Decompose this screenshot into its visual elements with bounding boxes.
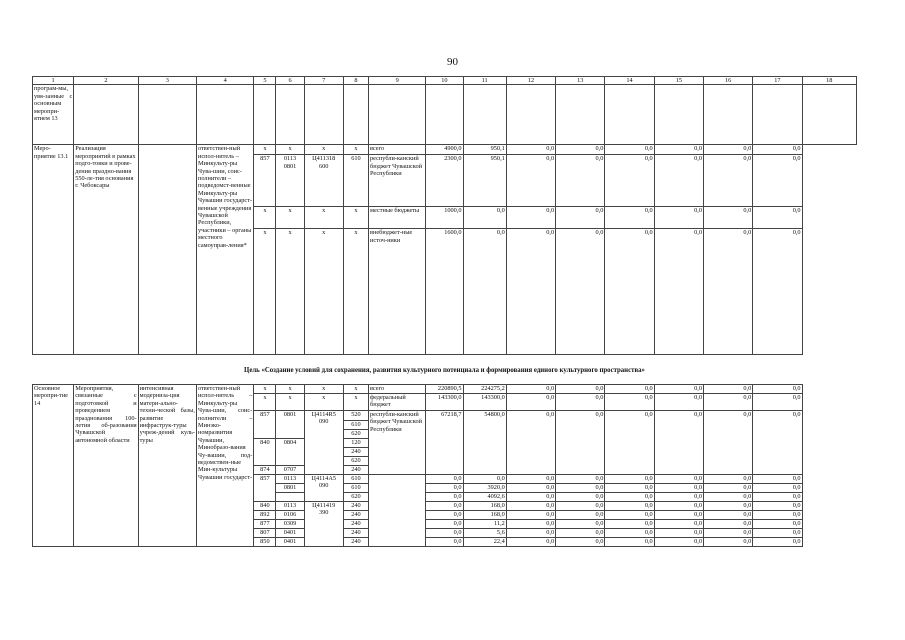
cell: 0707 — [276, 466, 304, 475]
value-cell: 0,0 — [753, 207, 802, 229]
value-cell: 0,0 — [556, 493, 605, 502]
header-cell: 1 — [33, 77, 74, 85]
cell: x — [276, 394, 304, 411]
cell: x — [343, 394, 368, 411]
value-cell: 0,0 — [556, 475, 605, 484]
value-cell: 0,0 — [753, 394, 802, 411]
value-cell: 4900,0 — [426, 145, 463, 155]
header-row — [33, 77, 857, 85]
value-cell: 0,0 — [654, 145, 703, 155]
event-title-cell: Реализация мероприятий в рамках подго-товки и прове-дения праздно-вания 550-ле-тия основания г. Чебоксары — [74, 145, 138, 355]
value-cell: 0,0 — [703, 511, 752, 520]
value-cell: 0,0 — [556, 484, 605, 493]
value-cell: 0,0 — [556, 511, 605, 520]
value-cell: 0,0 — [703, 207, 752, 229]
value-cell: 0,0 — [556, 155, 605, 207]
value-cell: 0,0 — [426, 529, 463, 538]
value-cell: 0,0 — [426, 502, 463, 511]
cell: 240 — [343, 529, 368, 538]
value-cell: 0,0 — [654, 538, 703, 547]
header-cell: 2 — [74, 77, 138, 85]
value-cell: 0,0 — [506, 394, 555, 411]
value-cell: 0,0 — [605, 502, 654, 511]
cell: 610 — [343, 475, 368, 484]
cell: x — [254, 394, 276, 411]
cell: Ц4114А5 090 — [304, 475, 343, 502]
cell: 240 — [343, 448, 368, 457]
cell: 240 — [343, 511, 368, 520]
event-goal-cell — [138, 145, 196, 355]
value-cell: 0,0 — [753, 520, 802, 529]
value-cell: 5,6 — [463, 529, 506, 538]
cell: x — [254, 385, 276, 394]
source-cell: всего — [368, 385, 425, 394]
page-number: 90 — [447, 56, 458, 68]
value-cell: 0,0 — [753, 411, 802, 475]
cell: x — [276, 385, 304, 394]
header-cell: 14 — [605, 77, 654, 85]
cell: 240 — [343, 466, 368, 475]
event-executor-cell: ответствен-ный испол-нитель – Минкульту-ры Чува-шии, соис-полнители – подведомст-венные Минкульту-ры Чувашии государст-венные учреждения Чувашской Республики, участники – органы местного самоуправ-ления* — [196, 145, 253, 355]
value-cell: 0,0 — [703, 529, 752, 538]
cell: 610 — [343, 421, 368, 430]
header-cell: 18 — [802, 77, 856, 85]
value-cell: 0,0 — [605, 229, 654, 355]
cell: x — [254, 207, 276, 229]
value-cell: 0,0 — [654, 411, 703, 475]
source-cell: всего — [368, 145, 425, 155]
header-cell: 16 — [703, 77, 752, 85]
cell: 620 — [343, 457, 368, 466]
value-cell: 0,0 — [753, 385, 802, 394]
header-cell: 11 — [463, 77, 506, 85]
cell: 610 — [343, 484, 368, 493]
value-cell: 0,0 — [426, 493, 463, 502]
value-cell: 0,0 — [556, 145, 605, 155]
value-cell: 0,0 — [605, 538, 654, 547]
value-cell: 0,0 — [506, 145, 555, 155]
header-cell: 5 — [254, 77, 276, 85]
value-cell: 0,0 — [506, 475, 555, 484]
value-cell: 0,0 — [654, 394, 703, 411]
value-cell: 0,0 — [556, 394, 605, 411]
value-cell: 0,0 — [605, 145, 654, 155]
cell: x — [276, 145, 304, 155]
cell: 857 — [254, 475, 276, 502]
value-cell: 0,0 — [753, 511, 802, 520]
value-cell: 0,0 — [463, 207, 506, 229]
cell: 877 — [254, 520, 276, 529]
cell: x — [254, 229, 276, 355]
table-row — [33, 85, 857, 145]
value-cell: 0,0 — [703, 411, 752, 475]
value-cell: 0,0 — [654, 155, 703, 207]
value-cell: 0,0 — [506, 511, 555, 520]
cell: 850 — [254, 538, 276, 547]
value-cell: 0,0 — [556, 520, 605, 529]
value-cell: 0,0 — [506, 502, 555, 511]
value-cell: 0,0 — [605, 155, 654, 207]
header-cell: 9 — [368, 77, 425, 85]
value-cell: 0,0 — [556, 411, 605, 475]
event-id-cell: Меро-приятие 13.1 — [33, 145, 74, 355]
value-cell: 0,0 — [506, 385, 555, 394]
value-cell: 4092,6 — [463, 493, 506, 502]
value-cell: 0,0 — [605, 207, 654, 229]
value-cell: 0,0 — [506, 520, 555, 529]
cell: 0401 — [276, 529, 304, 538]
value-cell: 0,0 — [605, 385, 654, 394]
header-cell: 3 — [138, 77, 196, 85]
value-cell: 0,0 — [753, 229, 802, 355]
source-cell: внебюджет-ные источ-ники — [368, 229, 425, 355]
table-row — [33, 145, 857, 155]
value-cell: 2300,0 — [426, 155, 463, 207]
cell: 857 — [254, 155, 276, 207]
value-cell: 0,0 — [654, 529, 703, 538]
main-event-id-cell: Основное меропри-тие 14 — [33, 385, 74, 547]
value-cell: 0,0 — [654, 493, 703, 502]
cell: x — [276, 229, 304, 355]
value-cell: 0,0 — [426, 520, 463, 529]
header-cell: 4 — [196, 77, 253, 85]
program-continuation-cell: програм-мы, увя-занные с основным меропри-ятием 13 — [33, 85, 74, 145]
value-cell: 0,0 — [753, 493, 802, 502]
source-cell: федеральный бюджет — [368, 394, 425, 411]
cell: 240 — [343, 538, 368, 547]
cell: 620 — [343, 430, 368, 439]
value-cell: 0,0 — [654, 520, 703, 529]
cell: x — [304, 385, 343, 394]
value-cell: 0,0 — [506, 411, 555, 475]
cell: x — [304, 229, 343, 355]
value-cell: 0,0 — [506, 538, 555, 547]
value-cell: 0,0 — [703, 475, 752, 484]
value-cell: 0,0 — [753, 529, 802, 538]
cell: 0113 — [276, 475, 304, 484]
value-cell: 0,0 — [703, 385, 752, 394]
cell: 240 — [343, 502, 368, 511]
main-event-title-cell: Мероприятия, связанные с подготовкой и проведением празднования 100-летия об-разования Чувашской автономной области — [74, 385, 138, 547]
cell: 807 — [254, 529, 276, 538]
header-cell: 13 — [556, 77, 605, 85]
value-cell: 0,0 — [654, 475, 703, 484]
value-cell: 0,0 — [703, 502, 752, 511]
value-cell: 0,0 — [753, 475, 802, 484]
value-cell: 0,0 — [753, 145, 802, 155]
cell: x — [304, 145, 343, 155]
header-cell: 17 — [753, 77, 802, 85]
value-cell: 0,0 — [654, 484, 703, 493]
main-event-goal-cell: интенсивная модерниза-ция матери-ально-техни-ческой базы, развитие инфраструк-туры учреж-дений куль-туры — [138, 385, 196, 547]
value-cell: 3920,0 — [463, 484, 506, 493]
header-cell: 8 — [343, 77, 368, 85]
value-cell: 0,0 — [605, 520, 654, 529]
value-cell: 0,0 — [753, 484, 802, 493]
cell: x — [343, 385, 368, 394]
value-cell: 143300,0 — [426, 394, 463, 411]
table-row — [33, 385, 857, 394]
cell: 620 — [343, 493, 368, 502]
cell: x — [343, 207, 368, 229]
value-cell: 1000,0 — [426, 207, 463, 229]
cell: 857 — [254, 411, 276, 439]
cell: 520 — [343, 411, 368, 421]
value-cell: 0,0 — [703, 394, 752, 411]
cell — [276, 493, 304, 502]
value-cell: 0,0 — [605, 511, 654, 520]
value-cell: 0,0 — [556, 207, 605, 229]
value-cell: 0,0 — [506, 207, 555, 229]
value-cell: 0,0 — [426, 484, 463, 493]
value-cell: 0,0 — [703, 538, 752, 547]
main-event-executor-cell: ответствен-ный испол-нитель – Минкульту-ры Чува-шии, соис-полнители – Минэко-номразвития Чувашии, Минобразо-вания Чу-вашии, под-ведомствен-ные Мин-культуры Чувашии государст- — [196, 385, 253, 547]
value-cell: 0,0 — [703, 520, 752, 529]
value-cell: 168,0 — [463, 511, 506, 520]
value-cell: 0,0 — [506, 484, 555, 493]
cell: Ц411419 390 — [304, 502, 343, 547]
budget-table-lower — [32, 384, 857, 547]
cell: 0113 — [276, 502, 304, 511]
value-cell: 220890,5 — [426, 385, 463, 394]
value-cell: 0,0 — [556, 502, 605, 511]
value-cell: 0,0 — [556, 529, 605, 538]
value-cell: 0,0 — [654, 385, 703, 394]
value-cell: 67218,7 — [426, 411, 463, 475]
value-cell: 0,0 — [654, 502, 703, 511]
cell: 0309 — [276, 520, 304, 529]
source-cell: местные бюджеты — [368, 207, 425, 229]
budget-table-upper — [32, 76, 857, 355]
cell: x — [254, 145, 276, 155]
value-cell: 950,1 — [463, 155, 506, 207]
value-cell: 0,0 — [426, 511, 463, 520]
cell: 0113 0801 — [276, 155, 304, 207]
value-cell: 0,0 — [506, 493, 555, 502]
value-cell: 0,0 — [605, 411, 654, 475]
value-cell: 143300,0 — [463, 394, 506, 411]
value-cell: 0,0 — [463, 475, 506, 484]
cell: 120 — [343, 439, 368, 448]
header-cell: 6 — [276, 77, 304, 85]
cell: 0804 — [276, 439, 304, 466]
value-cell: 0,0 — [703, 145, 752, 155]
source-cell: республи-канский бюджет Чувашской Республики — [368, 155, 425, 207]
value-cell: 0,0 — [654, 511, 703, 520]
cell: x — [343, 229, 368, 355]
cell: x — [276, 207, 304, 229]
value-cell: 0,0 — [426, 475, 463, 484]
value-cell: 0,0 — [605, 484, 654, 493]
value-cell: 0,0 — [556, 229, 605, 355]
value-cell: 0,0 — [605, 529, 654, 538]
value-cell: 224275,2 — [463, 385, 506, 394]
value-cell: 0,0 — [703, 155, 752, 207]
value-cell: 11,2 — [463, 520, 506, 529]
value-cell: 54800,0 — [463, 411, 506, 475]
value-cell: 0,0 — [753, 155, 802, 207]
value-cell: 0,0 — [506, 529, 555, 538]
cell: Ц4114R5 090 — [304, 411, 343, 475]
cell: 0801 — [276, 411, 304, 439]
source-cell — [368, 475, 425, 547]
source-cell: республи-канский бюджет Чувашской Республики — [368, 411, 425, 475]
header-cell: 10 — [426, 77, 463, 85]
value-cell: 0,0 — [506, 155, 555, 207]
cell: Ц411318 600 — [304, 155, 343, 207]
value-cell: 22,4 — [463, 538, 506, 547]
value-cell: 0,0 — [556, 385, 605, 394]
value-cell: 0,0 — [654, 229, 703, 355]
value-cell: 950,1 — [463, 145, 506, 155]
value-cell: 0,0 — [556, 538, 605, 547]
value-cell: 0,0 — [463, 229, 506, 355]
value-cell: 0,0 — [654, 207, 703, 229]
value-cell: 0,0 — [753, 538, 802, 547]
goal-heading: Цель «Создание условий для сохранения, развития культурного потенциала и формирования единого культурного пространства» — [244, 367, 645, 374]
cell: 0401 — [276, 538, 304, 547]
cell: 0106 — [276, 511, 304, 520]
cell: 874 — [254, 466, 276, 475]
cell: 840 — [254, 439, 276, 466]
header-cell: 12 — [506, 77, 555, 85]
value-cell: 0,0 — [703, 484, 752, 493]
cell: 610 — [343, 155, 368, 207]
value-cell: 0,0 — [605, 475, 654, 484]
value-cell: 0,0 — [506, 229, 555, 355]
cell: 0801 — [276, 484, 304, 493]
value-cell: 0,0 — [426, 538, 463, 547]
header-cell: 15 — [654, 77, 703, 85]
cell: x — [343, 145, 368, 155]
value-cell: 0,0 — [703, 493, 752, 502]
cell: x — [304, 207, 343, 229]
value-cell: 0,0 — [753, 502, 802, 511]
cell: 840 — [254, 502, 276, 511]
value-cell: 0,0 — [605, 493, 654, 502]
cell: 892 — [254, 511, 276, 520]
header-cell: 7 — [304, 77, 343, 85]
cell: 240 — [343, 520, 368, 529]
value-cell: 0,0 — [605, 394, 654, 411]
cell: x — [304, 394, 343, 411]
value-cell: 0,0 — [703, 229, 752, 355]
value-cell: 168,0 — [463, 502, 506, 511]
value-cell: 1600,0 — [426, 229, 463, 355]
